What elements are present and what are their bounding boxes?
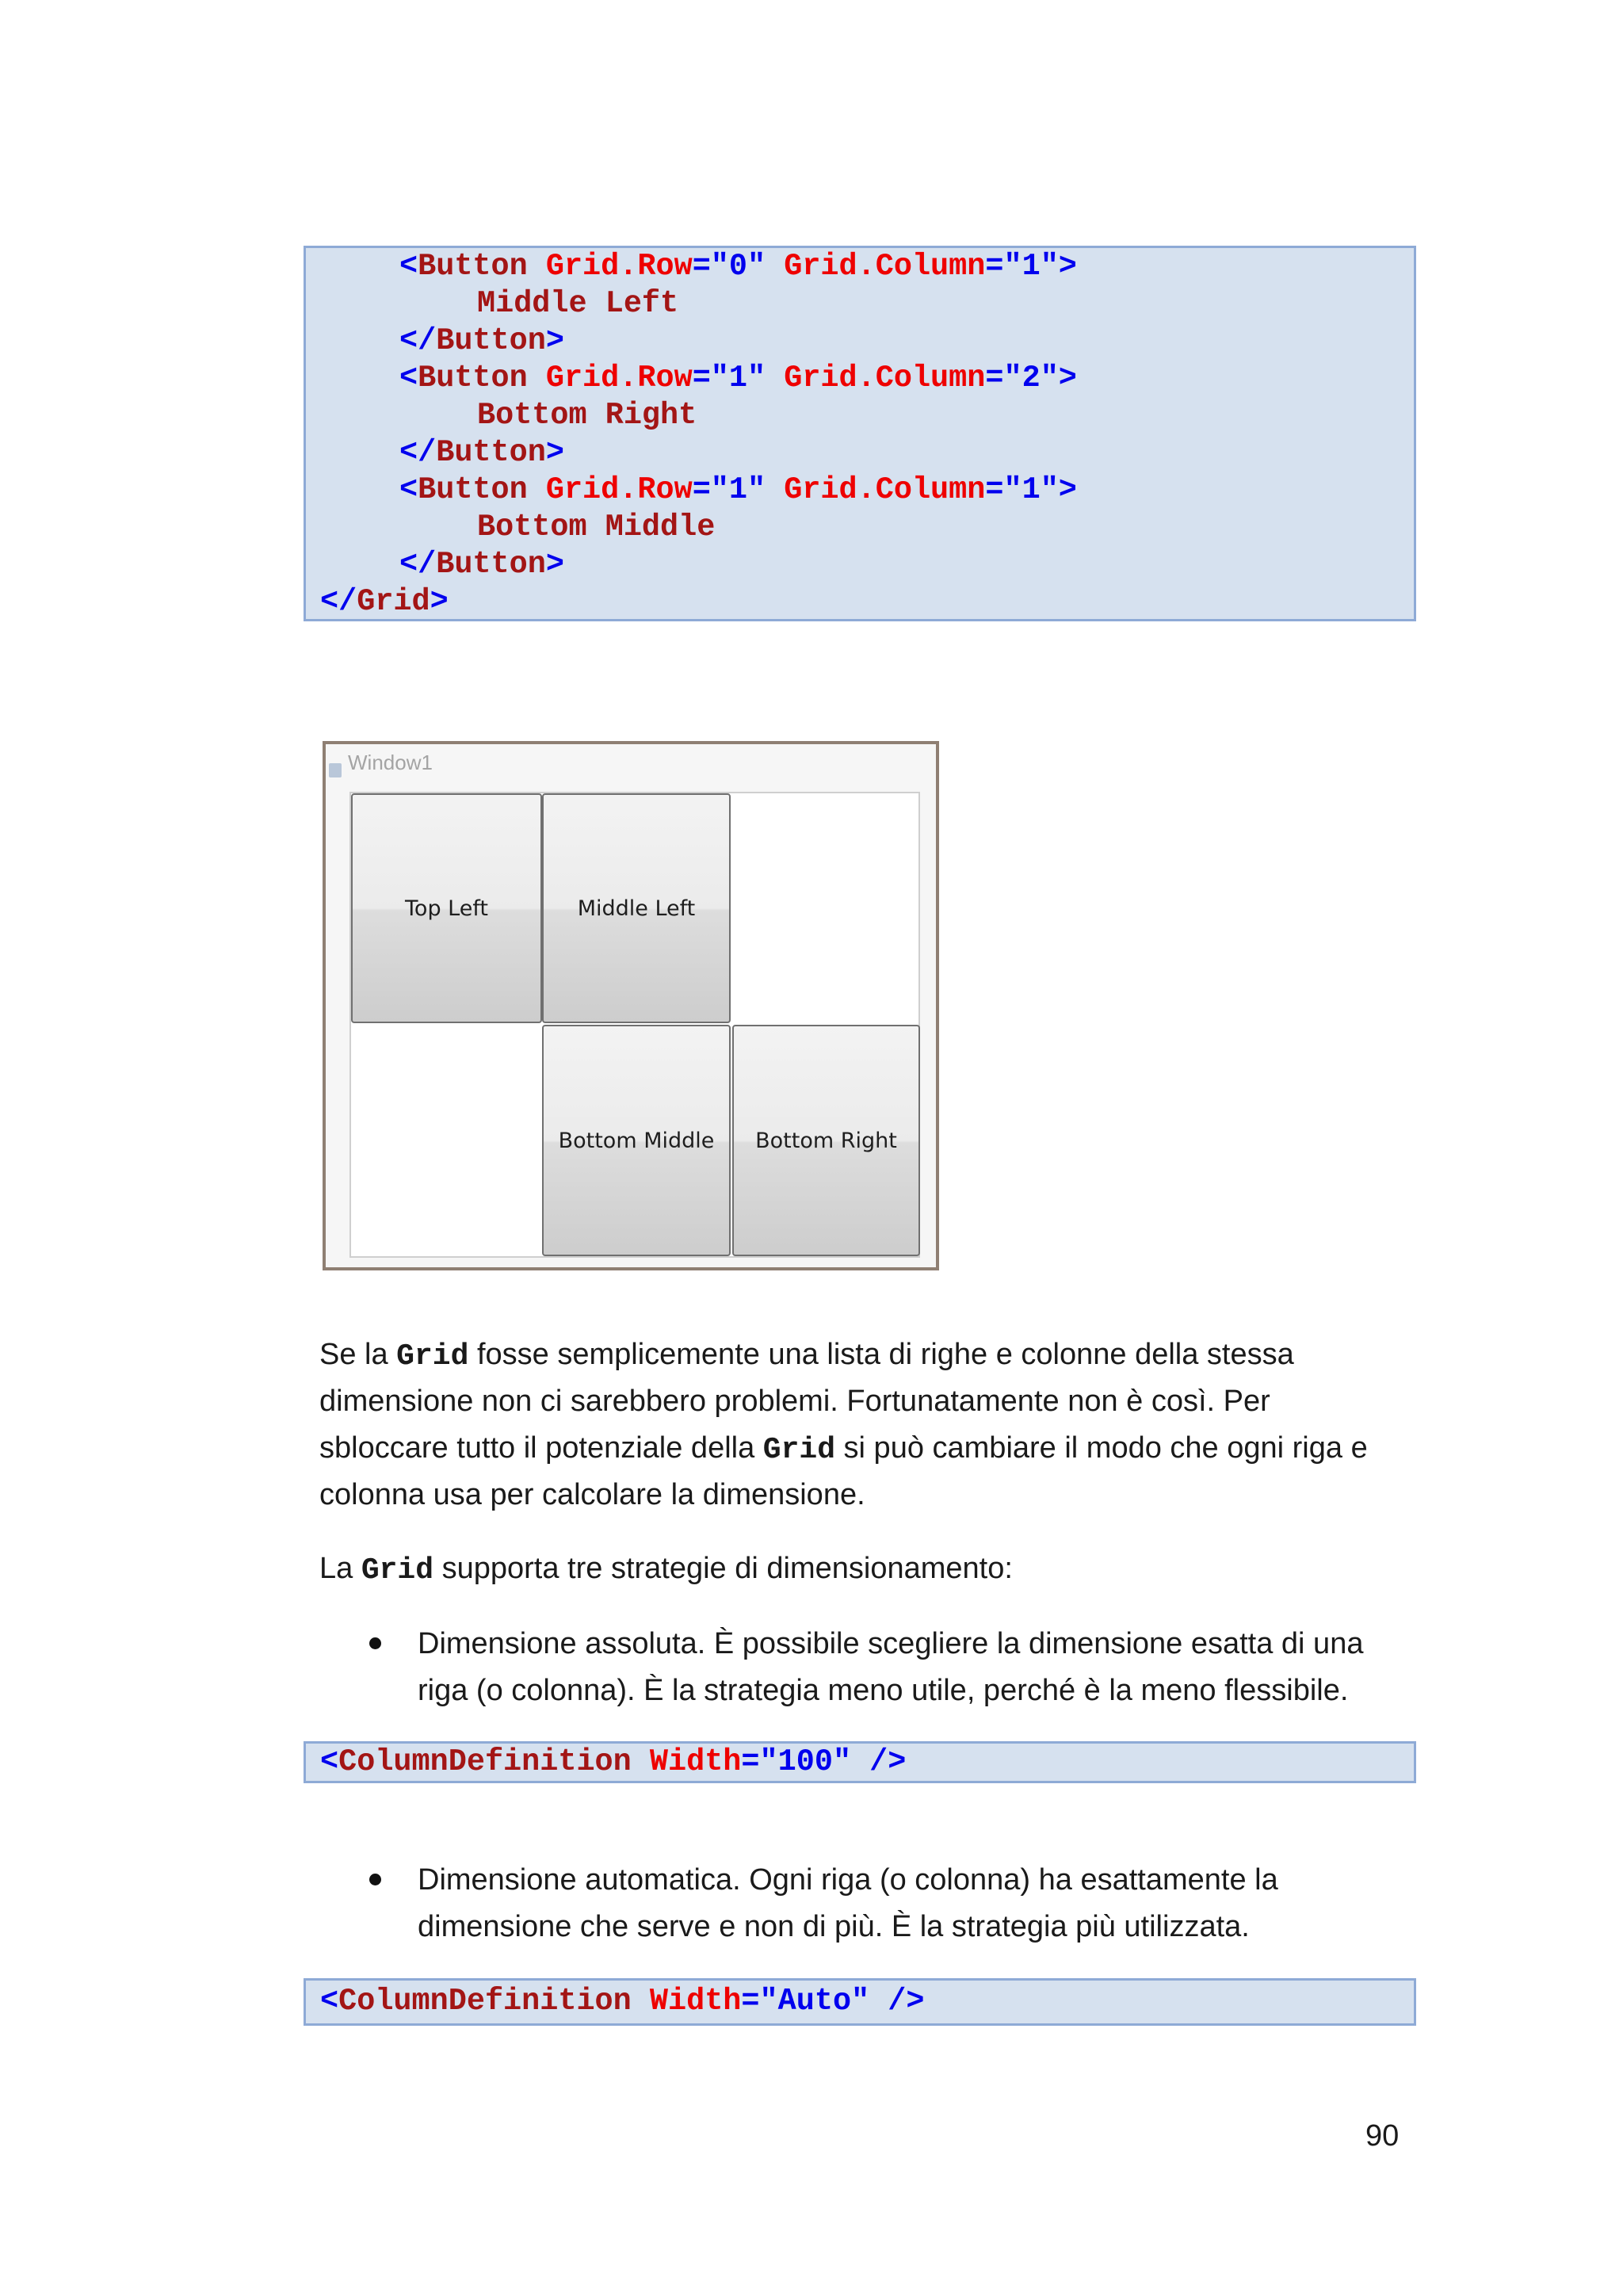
grid-area	[349, 792, 920, 1258]
middle-left-button[interactable]: Middle Left	[542, 793, 731, 1023]
paragraph-line: La Grid supporta tre strategie di dimensionamento:	[319, 1552, 1013, 1587]
window-icon	[329, 763, 342, 777]
top-left-button[interactable]: Top Left	[351, 793, 542, 1023]
code-line: <Button Grid.Row="0" Grid.Column="1">	[399, 249, 1077, 284]
bullet-text: Dimensione assoluta. È possibile scegliere la dimensione esatta di una	[418, 1627, 1364, 1660]
code-block-absolute-width	[304, 1741, 1416, 1783]
bottom-middle-button[interactable]: Bottom Middle	[542, 1025, 731, 1256]
code-line-grid-close: </Grid>	[320, 584, 449, 619]
code-line: <Button Grid.Row="1" Grid.Column="1">	[399, 472, 1077, 507]
code-line: </Button>	[399, 323, 564, 358]
bottom-right-button[interactable]: Bottom Right	[732, 1025, 920, 1256]
code-line: Bottom Right	[477, 398, 697, 433]
bullet-icon	[369, 1637, 381, 1649]
code-line: Bottom Middle	[477, 510, 716, 544]
code-block-auto-width	[304, 1978, 1416, 2026]
code-line: </Button>	[399, 435, 564, 470]
paragraph-line: Se la Grid fosse semplicemente una lista di righe e colonne della stessa	[319, 1338, 1294, 1373]
paragraph-line: colonna usa per calcolare la dimensione.	[319, 1478, 865, 1511]
bullet-text: dimensione che serve e non di più. È la strategia più utilizzata.	[418, 1910, 1250, 1943]
code-line: </Button>	[399, 547, 564, 582]
paragraph-line: dimensione non ci sarebbero problemi. Fortunatamente non è così. Per	[319, 1385, 1270, 1418]
bullet-icon	[369, 1874, 381, 1885]
code-line: <Button Grid.Row="1" Grid.Column="2">	[399, 361, 1077, 395]
code-line: <ColumnDefinition Width="Auto" />	[320, 1984, 925, 2019]
paragraph-line: sbloccare tutto il potenziale della Grid si può cambiare il modo che ogni riga e	[319, 1431, 1368, 1467]
code-line: <ColumnDefinition Width="100" />	[320, 1744, 907, 1779]
window-title: Window1	[348, 751, 433, 774]
window-screenshot	[323, 741, 939, 1270]
page-number: 90	[1365, 2119, 1400, 2153]
bullet-text: riga (o colonna). È la strategia meno utile, perché è la meno flessibile.	[418, 1674, 1349, 1707]
code-line: Middle Left	[477, 286, 679, 321]
code-block-grid-buttons	[304, 246, 1416, 621]
bullet-text: Dimensione automatica. Ogni riga (o colonna) ha esattamente la	[418, 1863, 1278, 1897]
